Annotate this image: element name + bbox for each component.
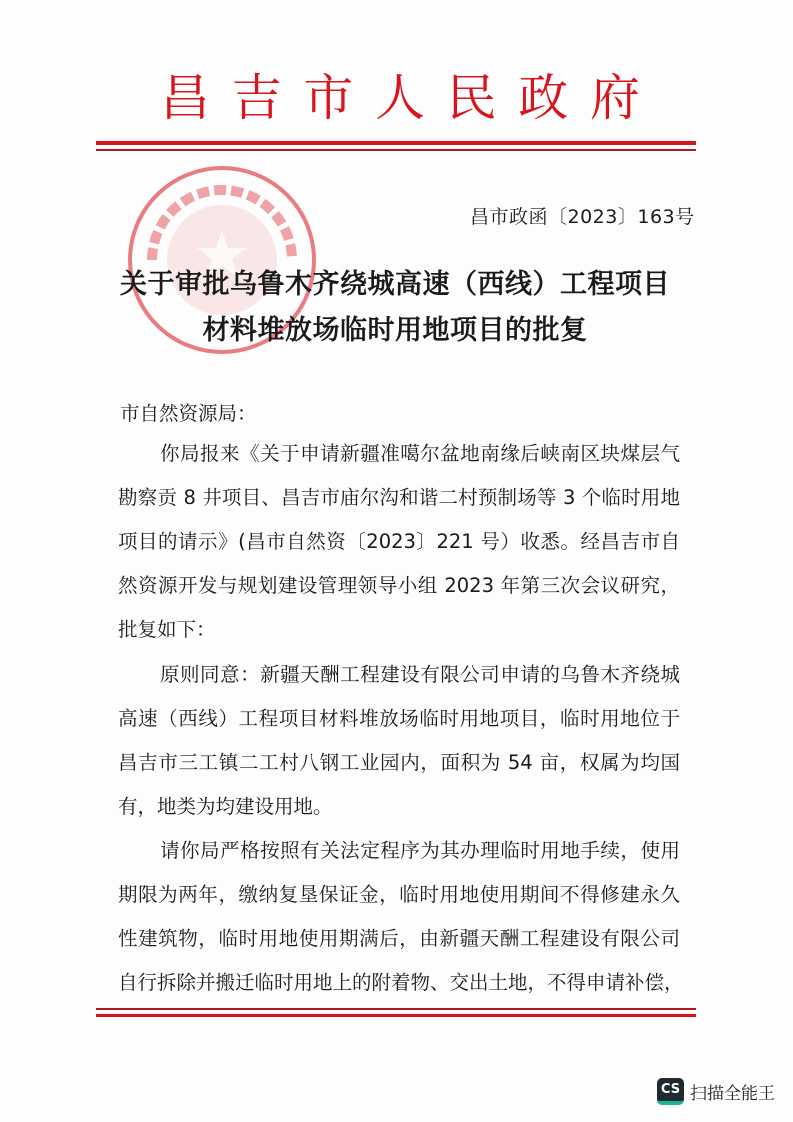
masthead-char: 吉: [231, 69, 282, 127]
header-divider-thin: [96, 149, 696, 151]
body-line: 勘察贡 8 井项目、昌吉市庙尔沟和谐二村预制场等 3 个临时用地: [118, 486, 680, 509]
body-line: 然资源开发与规划建设管理领导小组 2023 年第三次会议研究，: [118, 574, 680, 597]
scanner-watermark: [657, 1078, 775, 1105]
body-line: 期限为两年，缴纳复垦保证金，临时用地使用期间不得修建永久: [118, 883, 680, 906]
body-line: 性建筑物，临时用地使用期满后，由新疆天酬工程建设有限公司: [118, 927, 680, 950]
masthead-char: 府: [589, 69, 640, 127]
document-number: 昌市政函〔2023〕163号: [470, 206, 695, 228]
issuer-masthead: [160, 68, 640, 128]
masthead-char: 民: [446, 69, 497, 127]
body-line: 你局报来《关于申请新疆准噶尔盆地南缘后峡南区块煤层气: [160, 442, 680, 465]
camscanner-logo-icon: CS: [657, 1078, 684, 1105]
header-divider-thick: [96, 141, 696, 145]
body-line: 有，地类为均建设用地。: [118, 795, 333, 818]
document-title-line-2: 材料堆放场临时用地项目的批复: [202, 315, 588, 346]
body-line: 原则同意：新疆天酬工程建设有限公司申请的乌鲁木齐绕城: [160, 663, 680, 686]
body-line: 项目的请示》(昌市自然资〔2023〕221 号）收悉。经昌吉市自: [118, 530, 680, 553]
document-title-line-1: 关于审批乌鲁木齐绕城高速（西线）工程项目: [120, 269, 670, 300]
masthead-char: 政: [518, 69, 569, 127]
footer-divider-thick: [96, 1014, 696, 1017]
footer-divider-thin: [96, 1008, 696, 1010]
salutation: 市自然资源局：: [120, 402, 257, 425]
masthead-char: 市: [303, 69, 354, 127]
body-line: 请你局严格按照有关法定程序为其办理临时用地手续，使用: [160, 839, 680, 862]
masthead-char: 人: [374, 69, 425, 127]
body-line: 昌吉市三工镇二工村八钢工业园内，面积为 54 亩，权属为均国: [118, 751, 680, 774]
body-line: 高速（西线）工程项目材料堆放场临时用地项目，临时用地位于: [118, 707, 680, 730]
body-line: 自行拆除并搬迁临时用地上的附着物、交出土地，不得申请补偿，: [118, 971, 684, 994]
body-line: 批复如下：: [118, 618, 216, 641]
masthead-char: 昌: [160, 69, 210, 127]
watermark-label: 扫描全能王: [690, 1084, 775, 1104]
